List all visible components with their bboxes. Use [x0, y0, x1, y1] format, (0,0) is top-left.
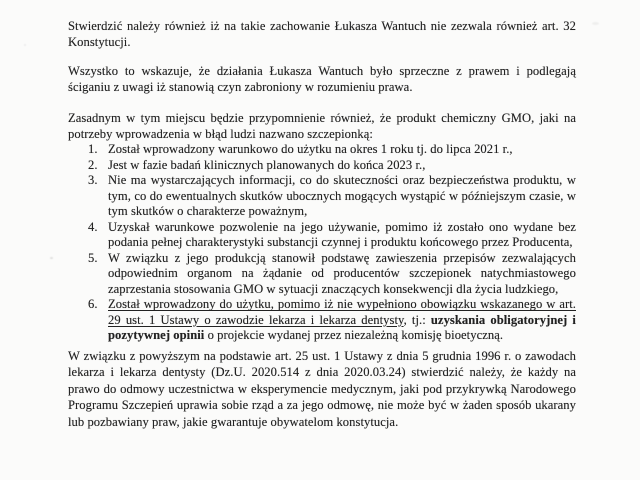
document-page — [68, 0, 576, 430]
list-item-text: W związku z jego produkcją stanowił podstawę zawieszenia przepisów zezwalających odpowiednim organom na żądanie od producentów szczepionek natychmiastowego zaprzestania stosowania GMO w sytuacji znaczących konsekwencji dla życia ludzkiego, — [108, 250, 576, 296]
list-item-number: 6. — [88, 297, 98, 312]
paragraph-constitution-art32: Stwierdzić należy również iż na takie zachowanie Łukasza Wantuch nie zezwala również art. 32 Konstytucji. — [68, 19, 576, 50]
list-item-text-bold: uzyskania obligatoryjnej i pozytywnej opinii — [108, 312, 576, 343]
list-item-text-underlined: Został wprowadzony do użytku, pomimo iż nie wypełniono obowiązku wskazanego w art. 29 ust. 1 Ustawy o zawodzie lekarza i lekarza dentysty — [108, 297, 576, 327]
scan-speck — [592, 22, 599, 25]
list-item-text: o projekcie wydanej przez niezależną komisję bioetyczną. — [204, 328, 504, 343]
scan-speck — [50, 257, 53, 259]
list-item-number: 5. — [88, 250, 98, 265]
list-item-text: Nie ma wystarczających informacji, co do skuteczności oraz bezpieczeństwa produktu, w tym, co do ewentualnych skutków ubocznych mogących wystąpić w późniejszym czasie, w tym skutków o charakterze poważnym, — [108, 173, 576, 219]
list-item-text: Został wprowadzony warunkowo do użytku na okres 1 roku tj. do lipca 2021 r., — [108, 142, 513, 157]
list-item-3 — [68, 173, 576, 220]
list-item-text: , tj.: — [403, 312, 431, 327]
paragraph-gmo-intro: Zasadnym w tym miejscu będzie przypomnienie również, że produkt chemiczny GMO, jaki na potrzeby wprowadzenia w błąd ludzi nazwano szczepionką: — [68, 110, 576, 142]
list-item-text: Uzyskał warunkowe pozwolenie na jego używanie, pomimo iż zostało ono wydane bez podania pełnej charakterystyki substancji czynnej i produktu końcowego przez Producenta, — [108, 219, 576, 250]
numbered-list — [68, 142, 576, 344]
list-item-6 — [68, 297, 576, 344]
list-item-5 — [68, 251, 576, 298]
list-item-4 — [68, 220, 576, 251]
scan-speck — [24, 44, 26, 46]
list-item-number: 4. — [88, 219, 98, 234]
list-item-number: 3. — [88, 173, 98, 188]
list-item-2 — [68, 158, 576, 174]
list-item-text: Jest w fazie badań klinicznych planowanych do końca 2023 r., — [108, 157, 426, 172]
list-item-1 — [68, 142, 576, 158]
paragraph-conclusion: W związku z powyższym na podstawie art. 25 ust. 1 Ustawy z dnia 5 grudnia 1996 r. o zawodach lekarza i lekarza dentysty (Dz.U. 2020.514 z dnia 2020.03.24) stwierdzić należy, że każdy na prawo do odmowy uczestnictwa w eksperymencie medycznym, jaki pod przykrywką Narodowego Programu Szczepień uprawia sobie rząd a za jego odmowę, nie może być w żaden sposób ukarany lub pozbawiany praw, jakie gwarantuje obywatelom konstytucja. — [68, 348, 576, 429]
list-item-number: 1. — [88, 142, 98, 157]
list-item-number: 2. — [88, 157, 98, 172]
paragraph-unlawful-actions: Wszystko to wskazuje, że działania Łukasza Wantuch było sprzeczne z prawem i podlegają ściganiu z uwagi iż stanowią czyn zabroniony w rozumieniu prawa. — [68, 63, 576, 95]
